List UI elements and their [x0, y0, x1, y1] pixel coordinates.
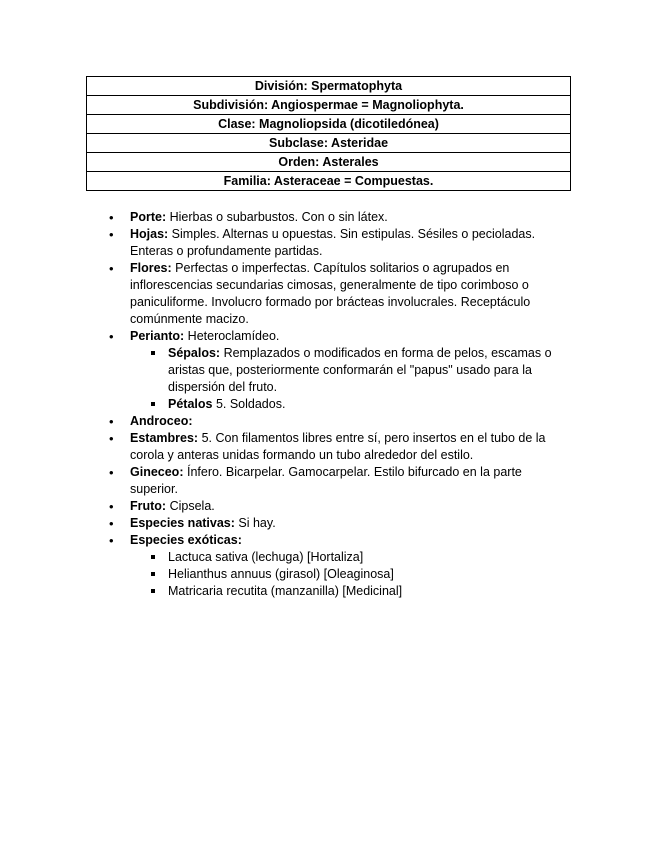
list-item-gineceo — [107, 464, 572, 498]
item-term: Especies exóticas: — [130, 533, 242, 547]
taxonomy-division: División: Spermatophyta — [87, 77, 571, 96]
item-term: Hojas: — [130, 227, 169, 241]
item-text: Cipsela. — [166, 499, 215, 513]
item-text: Ínfero. Bicarpelar. Gamocarpelar. Estilo bifurcado en la parte superior. — [130, 465, 522, 496]
item-term: Estambres: — [130, 431, 199, 445]
taxonomy-table — [86, 76, 571, 191]
item-term: Androceo: — [130, 414, 193, 428]
item-term: Porte: — [130, 210, 167, 224]
item-term: Gineceo: — [130, 465, 184, 479]
item-term: Especies nativas: — [130, 516, 235, 530]
item-text: Perfectas o imperfectas. Capítulos solitarios o agrupados en inflorescencias secundarias cimosas, generalmente de tipo corimboso o paniculiforme. Involucro formado por brácteas involucrales. Receptáculo comúnmente macizo. — [130, 261, 531, 326]
list-item-androceo — [107, 413, 572, 430]
list-item-estambres — [107, 430, 572, 464]
taxonomy-subdivision: Subdivisión: Angiospermae = Magnoliophyta. — [87, 96, 571, 115]
description-section — [107, 209, 572, 600]
table-row — [87, 77, 571, 96]
list-item-porte — [107, 209, 572, 226]
list-item-perianto — [107, 328, 572, 413]
list-item-hojas — [107, 226, 572, 260]
item-text: Heteroclamídeo. — [184, 329, 280, 343]
item-term: Sépalos: — [168, 346, 221, 360]
taxonomy-order: Orden: Asterales — [87, 153, 571, 172]
sublist-item-species: Lactuca sativa (lechuga) [Hortaliza] — [130, 549, 572, 566]
item-text: 5. Con filamentos libres entre sí, pero insertos en el tubo de la corola y anteras unidas formando un tubo alrededor del estilo. — [130, 431, 546, 462]
list-item-fruto — [107, 498, 572, 515]
item-term: Fruto: — [130, 499, 167, 513]
list-item-flores — [107, 260, 572, 328]
item-term: Flores: — [130, 261, 172, 275]
table-row — [87, 172, 571, 191]
list-item-especies-exoticas — [107, 532, 572, 600]
item-text: 5. Soldados. — [212, 397, 286, 411]
exoticas-sublist — [130, 549, 572, 600]
item-text: Si hay. — [234, 516, 276, 530]
sublist-item-species: Matricaria recutita (manzanilla) [Medicinal] — [130, 583, 572, 600]
item-term: Perianto: — [130, 329, 185, 343]
taxonomy-subclass: Subclase: Asteridae — [87, 134, 571, 153]
item-text: Hierbas o subarbustos. Con o sin látex. — [166, 210, 388, 224]
characteristics-list — [107, 209, 572, 600]
sublist-item-petalos — [130, 396, 572, 413]
taxonomy-class: Clase: Magnoliopsida (dicotiledónea) — [87, 115, 571, 134]
item-text: Remplazados o modificados en forma de pelos, escamas o aristas que, posteriormente conformarán el "papus" usado para la dispersión del fruto. — [168, 346, 552, 394]
item-text: Simples. Alternas u opuestas. Sin estipulas. Sésiles o pecioladas. Enteras o profundamente partidas. — [130, 227, 536, 258]
list-item-especies-nativas — [107, 515, 572, 532]
perianto-sublist — [130, 345, 572, 413]
table-row — [87, 134, 571, 153]
table-row — [87, 153, 571, 172]
item-term: Pétalos — [168, 397, 213, 411]
table-row — [87, 115, 571, 134]
table-row — [87, 96, 571, 115]
sublist-item-species: Helianthus annuus (girasol) [Oleaginosa] — [130, 566, 572, 583]
taxonomy-family: Familia: Asteraceae = Compuestas. — [87, 172, 571, 191]
sublist-item-sepalos — [130, 345, 572, 396]
